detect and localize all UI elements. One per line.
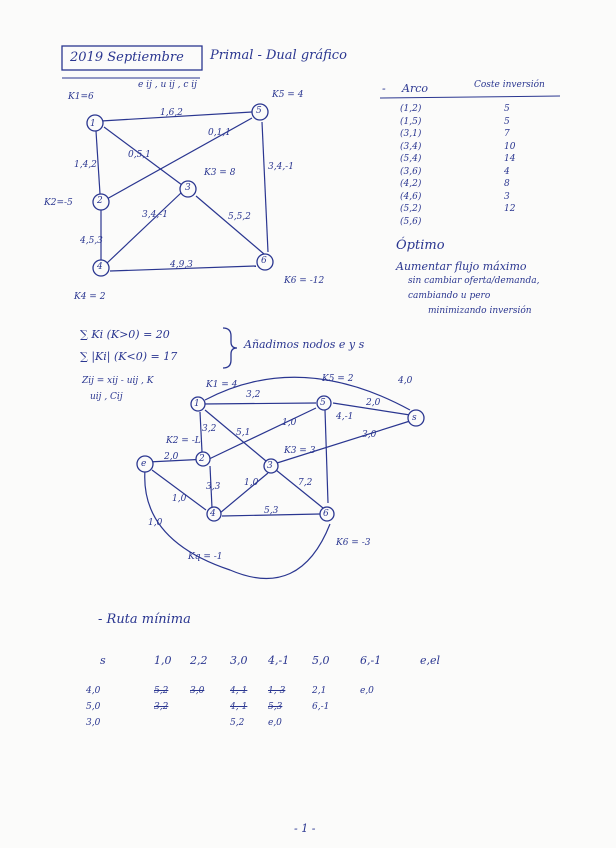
table-cost-cell: 5 (504, 116, 510, 127)
g2-edge-label: 5,1 (236, 428, 251, 438)
g2-edge-label: 1,0 (172, 494, 187, 504)
ruta-header-cell: 4,-1 (268, 654, 290, 667)
g2-edge-label: 4,-1 (336, 412, 354, 422)
g2-edge-label: 1,0 (244, 478, 259, 488)
ruta-cell: 1,-3 (268, 686, 286, 696)
table-cost-cell: 8 (504, 179, 510, 189)
table-header-arc: Arco (402, 82, 428, 95)
g2-edge-label: 2,0 (366, 398, 381, 408)
g1-node-5-label: 5 (256, 106, 262, 116)
ruta-cell: 2,1 (312, 686, 327, 696)
ruta-cell: e,0 (360, 686, 374, 696)
g2-edge-label: 7,2 (298, 478, 313, 488)
g2-node-4-label: 4 (210, 509, 216, 519)
g2-edge-label: 3,2 (202, 424, 217, 434)
table-header-cost: Coste inversión (474, 80, 545, 90)
table-cost-cell: 3 (504, 191, 510, 202)
table-rule (380, 96, 560, 98)
ruta-header-cell: 3,0 (230, 654, 248, 667)
table-header-bullet: - (382, 82, 386, 95)
g2-node-6-label: 6 (323, 509, 329, 519)
table-arc-cell: (4,6) (400, 191, 422, 202)
g2-node-e-label: e (141, 459, 147, 469)
table-arc-cell: (3,6) (400, 166, 422, 177)
ruta-title: - Ruta mínima (98, 612, 191, 627)
optimo: Óptimo (396, 238, 445, 253)
ruta-header-cell: s (100, 654, 106, 667)
g1-edge-label: 5,5,2 (228, 212, 251, 222)
table-arc-cell: (3,1) (400, 129, 422, 139)
g1-edge-label: 1,4,2 (74, 160, 97, 170)
table-cost-cell: 14 (504, 154, 516, 164)
g2-node-3-label: 3 (267, 461, 273, 471)
g2-edge-label: 3,3 (206, 482, 221, 492)
g1-edge-label: 0,5,1 (128, 150, 151, 160)
note-line2: sin cambiar oferta/demanda, (408, 276, 540, 286)
sum-negative: ∑ |Ki| (K<0) = 17 (80, 350, 178, 363)
table-arc-cell: (5,4) (400, 154, 422, 164)
g2-edge-label: 3,2 (246, 390, 261, 400)
g2-edge-label: 2,0 (164, 452, 179, 462)
uc-note: uij , Cij (90, 392, 123, 402)
note-line4: minimizando inversión (428, 306, 532, 316)
g1-k5: K5 = 4 (272, 90, 304, 100)
g2-k4: Kq = -1 (188, 552, 223, 562)
graph1-nodes (87, 104, 273, 276)
g2-node-2-label: 2 (199, 454, 205, 464)
g1-node-1-label: 1 (90, 119, 96, 129)
g1-edge-label: 3,4,-1 (268, 162, 294, 172)
ruta-cell: 5,2 (154, 686, 169, 696)
ruta-header-cell: 1,0 (154, 654, 172, 667)
g1-edge-label: 4,5,3 (80, 236, 103, 246)
g1-node-3-label: 3 (185, 183, 191, 193)
ruta-cell: 3,2 (154, 702, 169, 712)
ruta-cell: 6,-1 (312, 702, 330, 712)
g1-k3: K3 = 8 (204, 168, 236, 178)
notation: e ij , u ij , c ij (138, 80, 197, 90)
g2-k1: K1 = 4 (206, 380, 238, 390)
table-arc-cell: (3,4) (400, 141, 422, 152)
ruta-cell: 5,3 (268, 702, 283, 712)
g1-edge-label: 3,4,-1 (142, 210, 168, 220)
g1-edge-label: 4,9,3 (170, 260, 193, 270)
g2-edge-label: 1,0 (282, 418, 297, 428)
g2-k2: K2 = -L (166, 436, 201, 446)
g2-node-1-label: 1 (194, 399, 200, 409)
g1-k1: K1=6 (68, 92, 94, 102)
ruta-cell: 4,-1 (230, 686, 248, 696)
table-arc-cell: (4,2) (400, 179, 422, 189)
table-arc-cell: (5,2) (400, 204, 422, 214)
g1-node-2-label: 2 (97, 196, 103, 206)
ruta-cell: e,0 (268, 718, 282, 728)
g2-k6: K6 = -3 (336, 538, 371, 548)
title-box-text: 2019 Septiembre (70, 50, 184, 65)
note-line3: cambiando u pero (408, 291, 491, 301)
g1-edge-label: 0,1,1 (208, 128, 231, 138)
ruta-header-cell: e,el (420, 654, 441, 667)
ruta-cell: 4,-1 (230, 702, 248, 712)
table-cost-cell: 5 (504, 104, 510, 114)
g1-node-6-label: 6 (261, 256, 267, 266)
ruta-header-cell: 2,2 (190, 654, 208, 667)
g2-k5: K5 = 2 (322, 374, 354, 384)
table-cost-cell: 12 (504, 204, 516, 214)
ruta-cell: 3,0 (86, 718, 101, 728)
g2-k3: K3 = 3 (284, 446, 316, 456)
ruta-cell: 3,0 (190, 686, 205, 696)
subtitle: Primal - Dual gráfico (210, 48, 347, 63)
g2-edge-label: 5,3 (264, 506, 279, 516)
g1-k4: K4 = 2 (74, 292, 106, 302)
table-arc-cell: (5,6) (400, 216, 422, 227)
g1-k6: K6 = -12 (284, 276, 325, 286)
ruta-cell: 5,0 (86, 702, 101, 712)
page-number: - 1 - (294, 822, 316, 835)
ruta-cell: 4,0 (86, 686, 101, 696)
sum-positive: ∑ Ki (K>0) = 20 (80, 328, 170, 341)
table-cost-cell: 7 (504, 129, 510, 139)
brace (223, 328, 237, 368)
table-arc-cell: (1,2) (400, 104, 422, 114)
ruta-cell: 5,2 (230, 718, 245, 728)
g1-k2: K2=-5 (44, 198, 73, 208)
g1-node-4-label: 4 (97, 262, 103, 272)
g2-ks: 4,0 (398, 376, 413, 386)
ruta-header-cell: 5,0 (312, 654, 330, 667)
add-nodes-note: Añadimos nodos e y s (244, 338, 365, 351)
table-cost-cell: 10 (504, 141, 516, 152)
ruta-header-cell: 6,-1 (360, 654, 382, 667)
g1-edge-label: 1,6,2 (160, 108, 183, 118)
table-cost-cell: 4 (504, 166, 510, 177)
zij-note: Zij = xij - uij , K (82, 376, 154, 386)
g2-node-s-label: s (412, 413, 417, 423)
table-arc-cell: (1,5) (400, 116, 422, 127)
g2-edge-label: 3,0 (362, 430, 377, 440)
g2-edge-label: 1,0 (148, 518, 163, 528)
g2-node-5-label: 5 (320, 398, 326, 408)
note-line1: Aumentar flujo máximo (396, 260, 527, 273)
